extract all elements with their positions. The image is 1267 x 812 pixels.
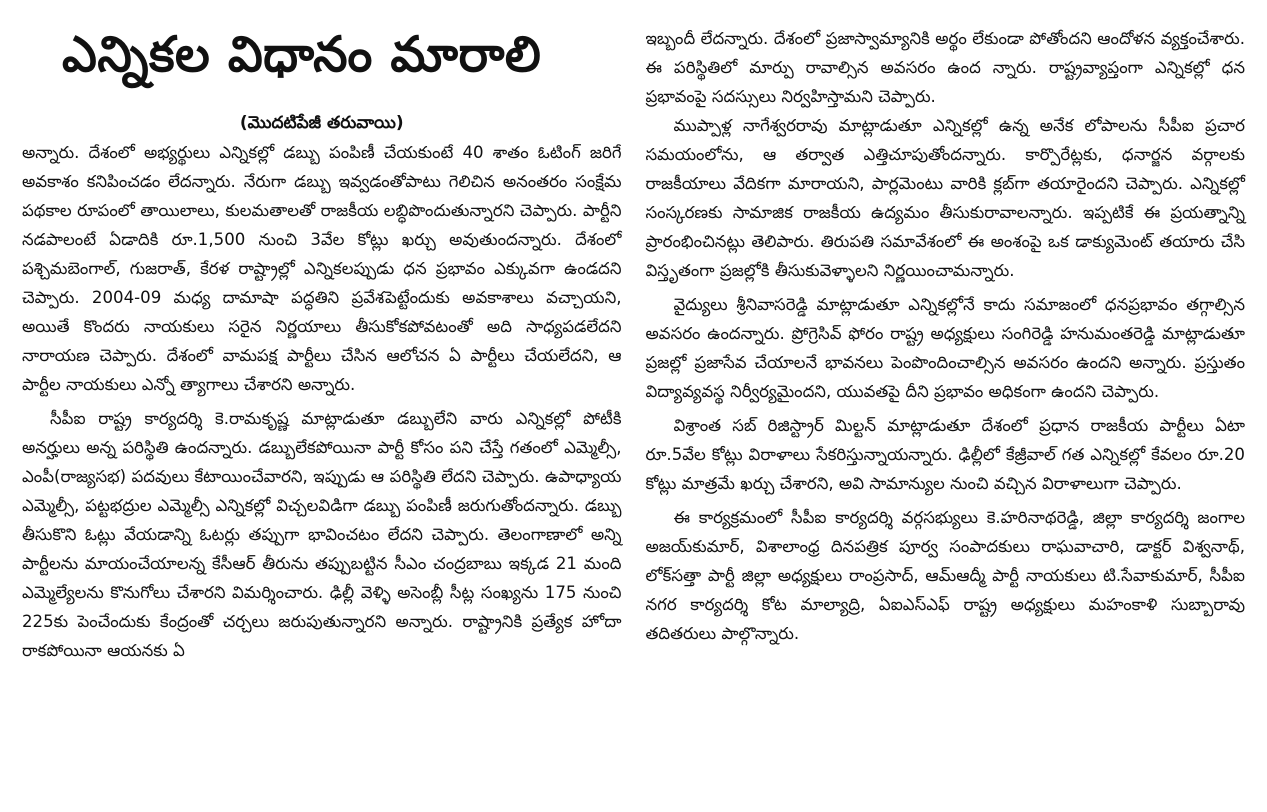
headline: ఎన్నికల విధానం మారాలి	[62, 26, 542, 83]
article-paragraph: వైద్యులు శ్రీనివాసరెడ్డి మాట్లాడుతూ ఎన్నికల్లోనే కాదు సమాజంలో ధనప్రభావం తగ్గాల్సిన అవసరం ఉందన్నారు. ప్రోగ్రెసివ్ ఫోరం రాష్ట్ర అధ్యక్షులు సంగిరెడ్డి హనుమంతరెడ్డి మాట్లాడుతూ ప్రజల్లో ప్రజాసేవ చేయాలనే భావనలు పెంపొందించాల్సిన అవసరం ఉందని అన్నారు. ప్రస్తుతం విద్యావ్యవస్థ నిర్వీర్యమైందని, యువతపై దీని ప్రభావం అధికంగా ఉందని చెప్పారు.	[645, 295, 1245, 401]
left-column	[22, 10, 622, 804]
article-paragraph: అన్నారు. దేశంలో అభ్యర్థులు ఎన్నికల్లో డబ్బు పంపిణీ చేయకుంటే 40 శాతం ఓటింగ్ జరిగే అవకాశం కనిపించడం లేదన్నారు. నేరుగా డబ్బు ఇవ్వడంతోపాటు గెలిచిన అనంతరం సంక్షేమ పథకాల రూపంలో తాయిలాలు, కులమతాలతో రాజకీయ లబ్ధిపొందుతున్నారని చెప్పారు. పార్టీని నడపాలంటే ఏడాదికి రూ.1,500 నుంచి 3వేల కోట్లు ఖర్చు అవుతుందన్నారు. దేశంలో పశ్చిమబెంగాల్, గుజరాత్, కేరళ రాష్ట్రాల్లో ఎన్నికలప్పుడు ధన ప్రభావం ఎక్కువగా ఉండదని చెప్పారు. 2004-09 మధ్య దామాషా పద్ధతిని ప్రవేశపెట్టేందుకు అవకాశాలు వచ్చాయని, అయితే కొందరు నాయకులు సరైన నిర్ణయాలు తీసుకోకపోవటంతో అది సాధ్యపడలేదని నారాయణ చెప్పారు. దేశంలో వామపక్ష పార్టీలు చేసిన ఆలోచన ఏ పార్టీలు చేయలేదని, ఆ పార్టీల నాయకులు ఎన్నో త్యాగాలు చేశారని అన్నారు.	[22, 143, 622, 394]
right-column	[646, 10, 1246, 804]
continued-marker: (మొదటిపేజీ తరువాయి)	[239, 113, 404, 133]
article-paragraph: ఈ కార్యక్రమంలో సీపీఐ కార్యదర్శి వర్గసభ్యులు కె.హరినాథరెడ్డి, జిల్లా కార్యదర్శి జంగాల అజయ్‌కుమార్, విశాలాంధ్ర దినపత్రిక పూర్వ సంపాదకులు రాఘవాచారి, డాక్టర్ విశ్వనాథ్, లోక్‌సత్తా పార్టీ జిల్లా అధ్యక్షులు రాంప్రసాద్, ఆమ్‌ఆద్మీ పార్టీ నాయకులు టి.సేవాకుమార్, సీపీఐ నగర కార్యదర్శి కోట మాల్యాద్రి, ఏఐఎస్ఎఫ్ రాష్ట్ర అధ్యక్షులు మహంకాళి సుబ్బారావు తదితరులు పాల్గొన్నారు.	[645, 508, 1246, 643]
article-paragraph: ఇబ్బందీ లేదన్నారు. దేశంలో ప్రజాస్వామ్యానికి అర్థం లేకుండా పోతోందని ఆందోళన వ్యక్తంచేశారు. ఈ పరిస్థితిలో మార్పు రావాల్సిన అవసరం ఉంద న్నారు. రాష్ట్రవ్యాప్తంగా ఎన్నికల్లో ధన ప్రభావంపై సదస్సులు నిర్వహిస్తామని చెప్పారు.	[645, 29, 1245, 106]
article-paragraph: సీపీఐ రాష్ట్ర కార్యదర్శి కె.రామకృష్ణ మాట్లాడుతూ డబ్బులేని వారు ఎన్నికల్లో పోటీకి అనర్హులు అన్న పరిస్థితి ఉందన్నారు. డబ్బులేకపోయినా పార్టీ కోసం పని చేస్తే గతంలో ఎమ్మెల్సీ, ఎంపీ(రాజ్యసభ) పదవులు కేటాయించేవారని, ఇప్పుడు ఆ పరిస్థితి లేదని చెప్పారు. ఉపాధ్యాయ ఎమ్మెల్సీ, పట్టభద్రుల ఎమ్మెల్సీ ఎన్నికల్లో విచ్చలవిడిగా డబ్బు పంపిణీ జరుగుతోందన్నారు. డబ్బు తీసుకొని ఓట్లు వేయడాన్ని ఓటర్లు తప్పుగా భావించటం లేదని చెప్పారు. తెలంగాణాలో అన్ని పార్టీలను మాయంచేయాలన్న కేసీఆర్ తీరును తప్పుబట్టిన సీఎం చంద్రబాబు ఇక్కడ 21 మంది ఎమ్మెల్యేలను కొనుగోలు చేశారని విమర్శించారు. ఢిల్లీ వెళ్ళి అసెంబ్లీ సీట్ల సంఖ్యను 175 నుంచి 225కు పెంచేందుకు కేంద్రంతో చర్చలు జరుపుతున్నారని అన్నారు. రాష్ట్రానికి ప్రత్యేక హోదా రాకపోయినా ఆయనకు ఏ	[22, 409, 622, 660]
article-paragraph: విశ్రాంత సబ్ రిజిస్ట్రార్ మిల్టన్ మాట్లాడుతూ దేశంలో ప్రధాన రాజకీయ పార్టీలు ఏటా రూ.5వేల కోట్లు విరాళాలు సేకరిస్తున్నాయన్నారు. ఢిల్లీలో కేజ్రీవాల్ గత ఎన్నికల్లో కేవలం రూ.20 కోట్లు మాత్రమే ఖర్చు చేశారని, అవి సామాన్యుల నుంచి వచ్చిన విరాళాలుగా చెప్పారు.	[645, 416, 1245, 493]
article-paragraph: ముప్పాళ్ల నాగేశ్వరరావు మాట్లాడుతూ ఎన్నికల్లో ఉన్న అనేక లోపాలను సీపీఐ ప్రచార సమయంలోను, ఆ తర్వాత ఎత్తిచూపుతోందన్నారు. కార్పొరేట్లకు, ధనార్జన వర్గాలకు రాజకీయాలు వేదికగా మారాయని, పార్లమెంటు వారికి క్లబ్‌గా తయారైందని చెప్పారు. ఎన్నికల్లో సంస్కరణకు సామాజిక రాజకీయ ఉద్యమం తీసుకురావాలన్నారు. ఇప్పటికే ఈ ప్రయత్నాన్ని ప్రారంభించినట్లు తెలిపారు. తిరుపతి సమావేశంలో ఈ అంశంపై ఒక డాక్యుమెంట్ తయారు చేసి విస్తృతంగా ప్రజల్లోకి తీసుకువెళ్ళాలని నిర్ణయించామన్నారు.	[645, 116, 1245, 280]
